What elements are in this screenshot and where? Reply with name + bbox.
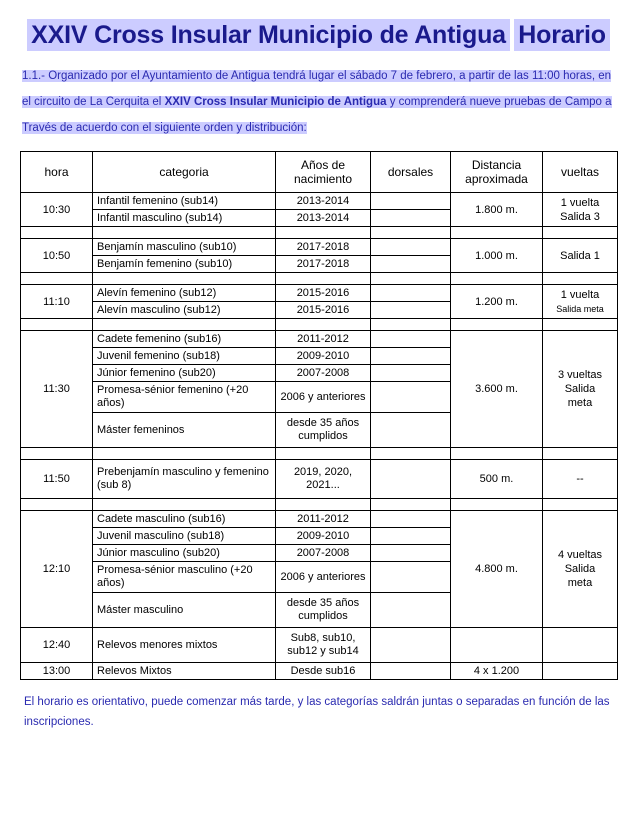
spacer-cell: [21, 319, 93, 331]
table-spacer-row: [21, 448, 618, 460]
spacer-cell: [451, 319, 543, 331]
cell-categoria: Prebenjamín masculino y femenino (sub 8): [93, 460, 276, 499]
spacer-cell: [93, 448, 276, 460]
cell-dorsales: [371, 528, 451, 545]
cell-distancia: 3.600 m.: [451, 331, 543, 448]
spacer-cell: [451, 227, 543, 239]
spacer-cell: [93, 227, 276, 239]
cell-categoria: Promesa-sénior femenino (+20 años): [93, 382, 276, 413]
spacer-cell: [371, 227, 451, 239]
cell-categoria: Júnior masculino (sub20): [93, 545, 276, 562]
cell-dorsales: [371, 413, 451, 448]
table-row: [21, 193, 618, 210]
cell-categoria: Relevos Mixtos: [93, 663, 276, 680]
vueltas-line-2: Salida: [564, 563, 596, 575]
header-distancia: Distancia aproximada: [451, 152, 543, 193]
table-row: [21, 285, 618, 302]
spacer-cell: [276, 319, 371, 331]
footer-note: El horario es orientativo, puede comenzar más tarde, y las categorías saldrán juntas o separadas en función de las inscripciones.: [24, 696, 610, 728]
table-spacer-row: [21, 273, 618, 285]
table-row: [21, 331, 618, 348]
spacer-cell: [371, 273, 451, 285]
cell-categoria: Alevín femenino (sub12): [93, 285, 276, 302]
header-vueltas: vueltas: [543, 152, 618, 193]
page-title: [20, 16, 617, 51]
cell-anios: 2006 y anteriores: [276, 562, 371, 593]
spacer-cell: [371, 319, 451, 331]
intro-text-part2: y comprenderá nueve pruebas de Campo a Través de acuerdo con el siguiente orden y distribución:: [22, 96, 612, 134]
intro-paragraph: [22, 63, 615, 141]
cell-dorsales: [371, 239, 451, 256]
cell-dorsales: [371, 331, 451, 348]
cell-dorsales: [371, 302, 451, 319]
spacer-cell: [451, 499, 543, 511]
table-row: [21, 511, 618, 528]
cell-anios: 2007-2008: [276, 365, 371, 382]
spacer-cell: [276, 273, 371, 285]
cell-hora: 12:40: [21, 628, 93, 663]
cell-dorsales: [371, 511, 451, 528]
vueltas-line-1: 4 vueltas: [557, 549, 603, 561]
vueltas-line-3: meta: [567, 397, 593, 409]
spacer-cell: [93, 499, 276, 511]
spacer-cell: [276, 448, 371, 460]
cell-dorsales: [371, 348, 451, 365]
intro-text-part1: 1.1.- Organizado por el Ayuntamiento de Antigua tendrá lugar el sábado 7 de febrero, a partir de las 11:00 horas, en el circuito de La Cerquita el: [22, 70, 612, 108]
cell-hora: 13:00: [21, 663, 93, 680]
spacer-cell: [543, 448, 618, 460]
table-spacer-row: [21, 227, 618, 239]
cell-categoria: Máster masculino: [93, 593, 276, 628]
cell-distancia: 1.800 m.: [451, 193, 543, 227]
cell-categoria: Relevos menores mixtos: [93, 628, 276, 663]
cell-vueltas: [543, 331, 618, 448]
spacer-cell: [371, 448, 451, 460]
table-spacer-row: [21, 319, 618, 331]
cell-dorsales: [371, 545, 451, 562]
cell-vueltas: [543, 193, 618, 227]
header-hora: hora: [21, 152, 93, 193]
schedule-table: [20, 151, 618, 680]
spacer-cell: [21, 227, 93, 239]
cell-distancia: 4.800 m.: [451, 511, 543, 628]
cell-anios: 2015-2016: [276, 285, 371, 302]
cell-anios: desde 35 años cumplidos: [276, 593, 371, 628]
cell-dorsales: [371, 663, 451, 680]
cell-dorsales: [371, 460, 451, 499]
spacer-cell: [543, 499, 618, 511]
spacer-cell: [276, 227, 371, 239]
cell-distancia: [451, 628, 543, 663]
cell-dorsales: [371, 210, 451, 227]
cell-categoria: Promesa-sénior masculino (+20 años): [93, 562, 276, 593]
cell-categoria: Benjamín masculino (sub10): [93, 239, 276, 256]
header-dorsales: dorsales: [371, 152, 451, 193]
spacer-cell: [93, 319, 276, 331]
table-header-row: [21, 152, 618, 193]
vueltas-line-1: 3 vueltas: [557, 369, 603, 381]
cell-anios: Desde sub16: [276, 663, 371, 680]
spacer-cell: [21, 273, 93, 285]
cell-vueltas: [543, 628, 618, 663]
spacer-cell: [371, 499, 451, 511]
cell-anios: 2019, 2020, 2021...: [276, 460, 371, 499]
cell-vueltas: [543, 285, 618, 319]
cell-anios: desde 35 años cumplidos: [276, 413, 371, 448]
vueltas-line-2: Salida: [564, 383, 596, 395]
spacer-cell: [276, 499, 371, 511]
cell-dorsales: [371, 285, 451, 302]
table-row: [21, 628, 618, 663]
vueltas-line-3: meta: [567, 577, 593, 589]
cell-categoria: Juvenil masculino (sub18): [93, 528, 276, 545]
spacer-cell: [451, 273, 543, 285]
cell-anios: 2009-2010: [276, 528, 371, 545]
cell-anios: 2013-2014: [276, 193, 371, 210]
cell-anios: 2011-2012: [276, 331, 371, 348]
cell-vueltas: --: [543, 460, 618, 499]
table-row: [21, 239, 618, 256]
cell-categoria: Infantil masculino (sub14): [93, 210, 276, 227]
cell-hora: 11:10: [21, 285, 93, 319]
vueltas-line-2: Salida 3: [560, 210, 600, 223]
cell-hora: 11:50: [21, 460, 93, 499]
cell-vueltas: Salida 1: [543, 239, 618, 273]
cell-hora: 10:30: [21, 193, 93, 227]
cell-anios: 2015-2016: [276, 302, 371, 319]
vueltas-line-2: Salida meta: [556, 303, 604, 314]
cell-categoria: Juvenil femenino (sub18): [93, 348, 276, 365]
cell-anios: 2013-2014: [276, 210, 371, 227]
cell-anios: 2011-2012: [276, 511, 371, 528]
cell-categoria: Alevín masculino (sub12): [93, 302, 276, 319]
spacer-cell: [93, 273, 276, 285]
cell-distancia: 500 m.: [451, 460, 543, 499]
cell-categoria: Cadete femenino (sub16): [93, 331, 276, 348]
cell-categoria: Benjamín femenino (sub10): [93, 256, 276, 273]
cell-hora: 12:10: [21, 511, 93, 628]
cell-distancia: 1.200 m.: [451, 285, 543, 319]
header-anios: Años de nacimiento: [276, 152, 371, 193]
cell-dorsales: [371, 256, 451, 273]
spacer-cell: [21, 499, 93, 511]
cell-dorsales: [371, 628, 451, 663]
intro-event-name: XXIV Cross Insular Municipio de Antigua: [164, 96, 387, 108]
spacer-cell: [543, 319, 618, 331]
cell-vueltas: [543, 663, 618, 680]
cell-anios: 2009-2010: [276, 348, 371, 365]
table-spacer-row: [21, 499, 618, 511]
header-categoria: categoria: [93, 152, 276, 193]
cell-anios: Sub8, sub10, sub12 y sub14: [276, 628, 371, 663]
cell-categoria: Máster femeninos: [93, 413, 276, 448]
cell-categoria: Infantil femenino (sub14): [93, 193, 276, 210]
cell-distancia: 4 x 1.200: [451, 663, 543, 680]
spacer-cell: [543, 273, 618, 285]
cell-categoria: Júnior femenino (sub20): [93, 365, 276, 382]
vueltas-line-1: 1 vuelta: [560, 288, 600, 301]
vueltas-line-1: 1 vuelta: [560, 196, 600, 209]
cell-anios: 2017-2018: [276, 239, 371, 256]
cell-dorsales: [371, 562, 451, 593]
cell-vueltas: [543, 511, 618, 628]
cell-anios: 2006 y anteriores: [276, 382, 371, 413]
title-line-2: Horario: [514, 19, 610, 51]
cell-dorsales: [371, 193, 451, 210]
cell-anios: 2017-2018: [276, 256, 371, 273]
cell-dorsales: [371, 593, 451, 628]
table-row: [21, 663, 618, 680]
cell-anios: 2007-2008: [276, 545, 371, 562]
spacer-cell: [543, 227, 618, 239]
table-row: [21, 460, 618, 499]
spacer-cell: [21, 448, 93, 460]
cell-dorsales: [371, 382, 451, 413]
title-line-1: XXIV Cross Insular Municipio de Antigua: [27, 19, 510, 51]
cell-dorsales: [371, 365, 451, 382]
cell-distancia: 1.000 m.: [451, 239, 543, 273]
cell-hora: 11:30: [21, 331, 93, 448]
cell-categoria: Cadete masculino (sub16): [93, 511, 276, 528]
cell-hora: 10:50: [21, 239, 93, 273]
spacer-cell: [451, 448, 543, 460]
